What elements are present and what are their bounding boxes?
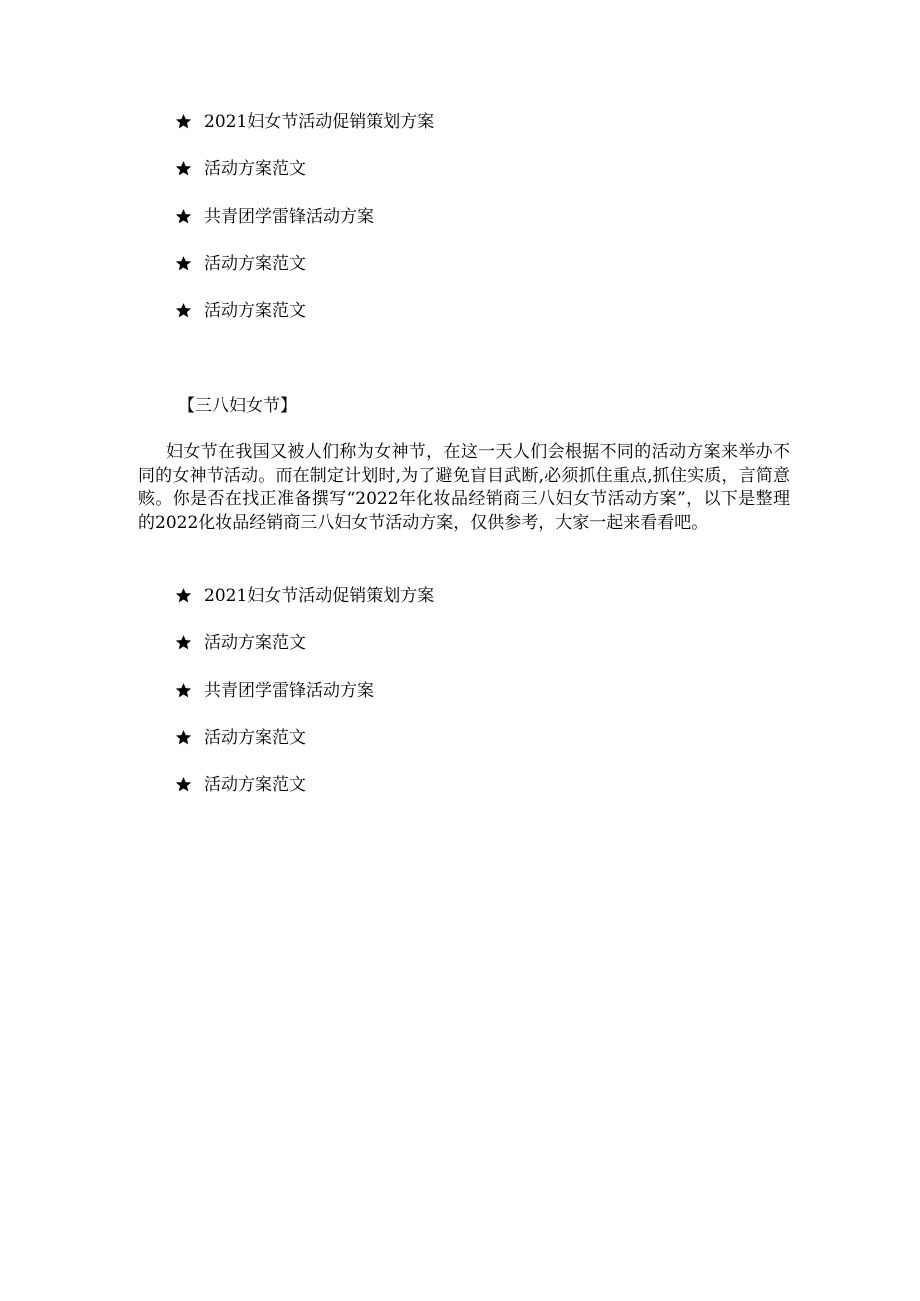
list-item[interactable] (175, 252, 795, 299)
star-icon (175, 255, 192, 272)
list-item[interactable] (175, 299, 795, 346)
list-item-label[interactable]: 2021妇女节活动促销策划方案 (204, 112, 435, 132)
list-item-label[interactable]: 2021妇女节活动促销策划方案 (204, 586, 435, 606)
related-links-list-top (175, 110, 795, 346)
star-icon (175, 587, 192, 604)
star-icon (175, 302, 192, 319)
list-item[interactable] (175, 110, 795, 157)
star-icon (175, 682, 192, 699)
star-icon (175, 729, 192, 746)
intro-paragraph: 妇女节在我国又被人们称为女神节，在这一天人们会根据不同的活动方案来举办不同的女神节活动。而在制定计划时,为了避免盲目武断,必须抓住重点,抓住实质，言简意赅。你是否在找正准备撰写“2022年化妆品经销商三八妇女节活动方案”，以下是整理的2022化妆品经销商三八妇女节活动方案，仅供参考，大家一起来看看吧。 (138, 442, 790, 533)
related-links-list-bottom (175, 584, 795, 820)
star-icon (175, 776, 192, 793)
list-item[interactable] (175, 584, 795, 631)
list-item[interactable] (175, 157, 795, 204)
star-icon (175, 160, 192, 177)
list-item-label[interactable]: 活动方案范文 (204, 301, 306, 322)
list-item-label[interactable]: 活动方案范文 (204, 253, 306, 274)
star-icon (175, 113, 192, 130)
section-heading: 【三八妇女节】 (178, 396, 297, 416)
star-icon (175, 208, 192, 225)
list-item-label[interactable]: 共青团学雷锋活动方案 (204, 680, 374, 701)
list-item[interactable] (175, 205, 795, 252)
list-item-label[interactable]: 活动方案范文 (204, 727, 306, 748)
list-item-label[interactable]: 活动方案范文 (204, 633, 306, 654)
list-item[interactable] (175, 773, 795, 820)
list-item-label[interactable]: 活动方案范文 (204, 159, 306, 180)
list-item[interactable] (175, 726, 795, 773)
list-item-label[interactable]: 活动方案范文 (204, 775, 306, 796)
list-item[interactable] (175, 631, 795, 678)
star-icon (175, 634, 192, 651)
list-item-label[interactable]: 共青团学雷锋活动方案 (204, 206, 374, 227)
list-item[interactable] (175, 679, 795, 726)
